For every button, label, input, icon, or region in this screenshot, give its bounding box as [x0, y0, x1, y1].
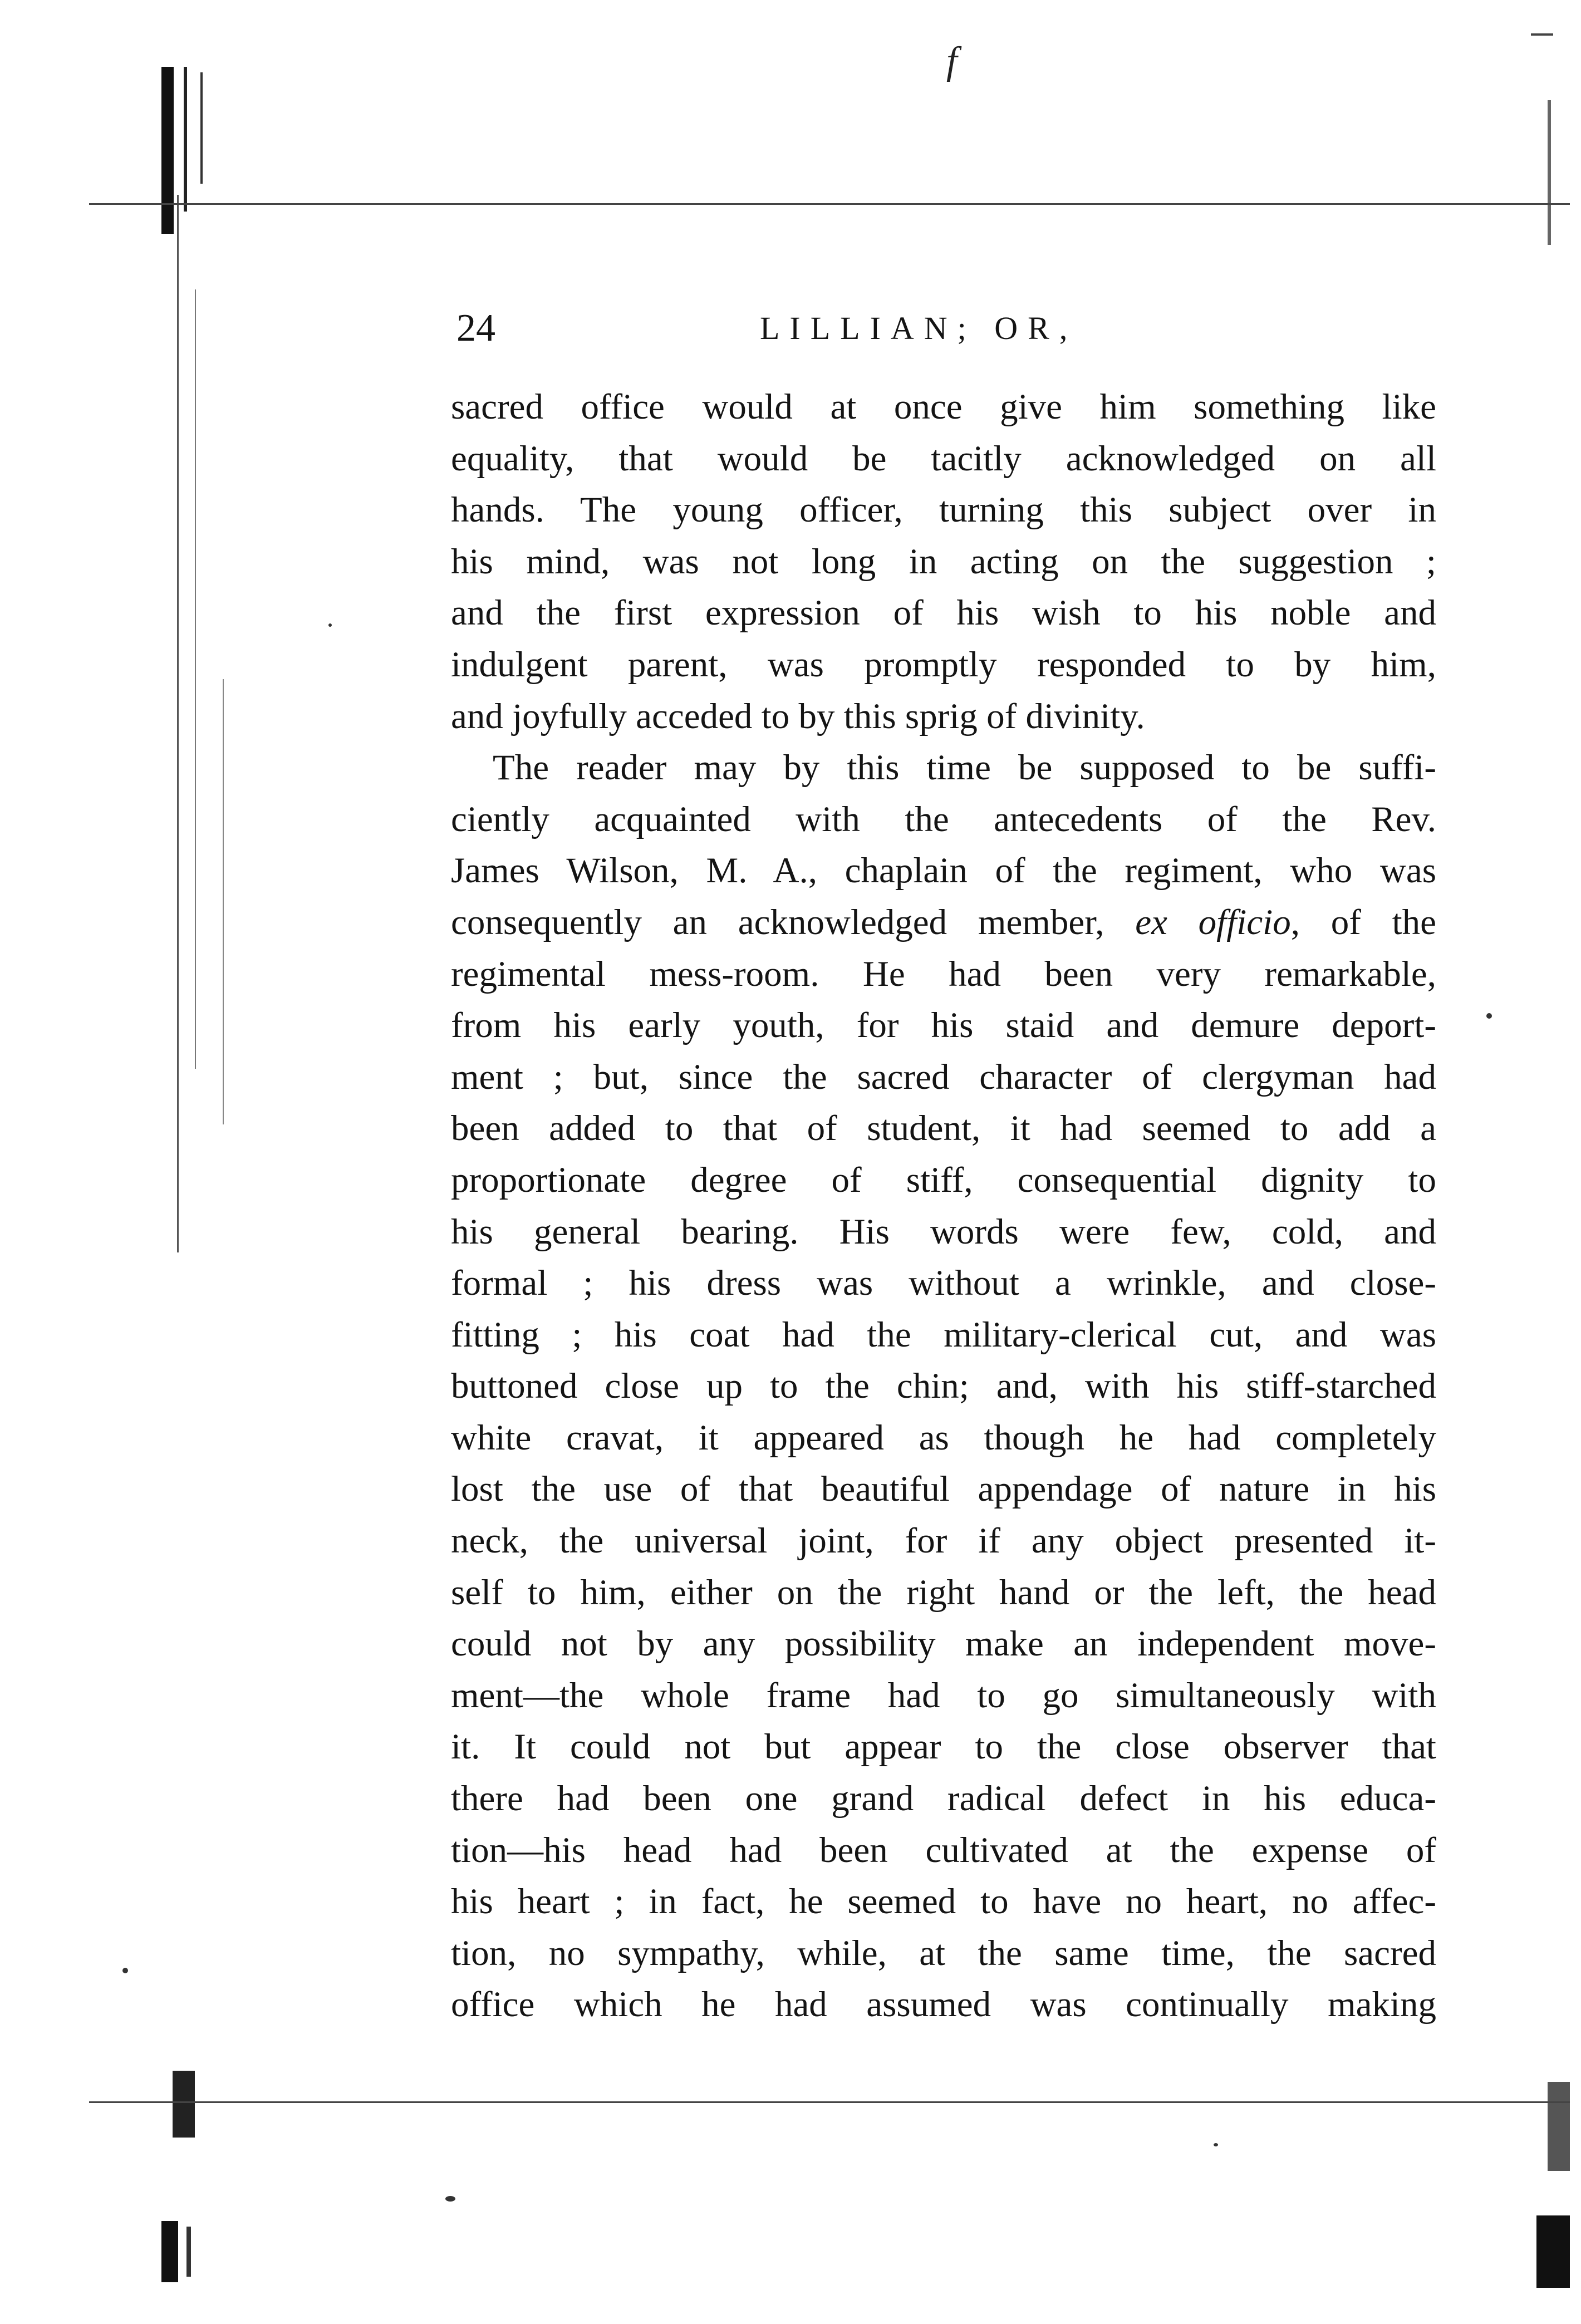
text-line: white cravat, it appeared as though he had completely — [451, 1417, 1436, 1458]
text-line: ciently acquainted with the antecedents of the Rev. — [451, 799, 1436, 839]
text-line: and the first expression of his wish to his noble and — [451, 593, 1436, 633]
ink-speck — [1214, 2143, 1218, 2146]
text-line: hands. The young officer, turning this subject over in — [451, 490, 1436, 530]
body-text — [451, 381, 1436, 2031]
text-line: regimental mess-room. He had been very remarkable, — [451, 954, 1436, 994]
text-line: buttoned close up to the chin; and, with his stiff-starched — [451, 1366, 1436, 1407]
binding-shadow-left — [161, 67, 251, 2288]
text-line: formal ; his dress was without a wrinkle, and close- — [451, 1263, 1436, 1304]
text-line: indulgent parent, was promptly responded to by him, — [451, 644, 1436, 685]
text-line: could not by any possibility make an independent move- — [451, 1624, 1436, 1664]
text-line: fitting ; his coat had the military-clerical cut, and was — [451, 1314, 1436, 1355]
page-number: 24 — [456, 307, 495, 350]
ink-speck — [445, 2196, 455, 2202]
text-line: it. It could not but appear to the close observer that — [451, 1727, 1436, 1767]
text-line: equality, that would be tacitly acknowledged on all — [451, 438, 1436, 479]
text-line: consequently an acknowledged member, ex officio, of the — [451, 902, 1436, 942]
text-line: lost the use of that beautiful appendage of nature in his — [451, 1469, 1436, 1510]
running-head — [456, 303, 1436, 353]
text-line: neck, the universal joint, for if any object presented it- — [451, 1521, 1436, 1561]
text-line: sacred office would at once give him something like — [451, 387, 1436, 427]
text-line: his general bearing. His words were few, cold, and — [451, 1211, 1436, 1252]
text-line: The reader may by this time be supposed to be suffi- — [493, 748, 1436, 788]
text-line: ment ; but, since the sacred character of clergyman had — [451, 1057, 1436, 1097]
text-line: office which he had assumed was continually making — [451, 1984, 1436, 2025]
text-line: there had been one grand radical defect in his educa- — [451, 1778, 1436, 1819]
text-line: tion—his head had been cultivated at the expense of — [451, 1830, 1436, 1870]
text-line: James Wilson, M. A., chaplain of the regiment, who was — [451, 851, 1436, 891]
text-line: self to him, either on the right hand or the left, the head — [451, 1572, 1436, 1613]
text-line: proportionate degree of stiff, consequential dignity to — [451, 1159, 1436, 1200]
text-line: and joyfully acceded to by this sprig of divinity. — [451, 696, 1145, 736]
top-rule — [89, 203, 1570, 205]
ink-speck — [122, 1968, 128, 1973]
ink-speck — [328, 623, 332, 627]
binding-shadow-right — [1514, 33, 1575, 2293]
text-line: been added to that of student, it had seemed to add a — [451, 1108, 1436, 1149]
running-title: LILLIAN; OR, — [760, 310, 1078, 346]
ink-speck — [1486, 1013, 1492, 1019]
text-line: tion, no sympathy, while, at the same time, the sacred — [451, 1933, 1436, 1973]
text-line: his mind, was not long in acting on the suggestion ; — [451, 541, 1436, 582]
italic-phrase: ex officio — [1135, 902, 1291, 942]
top-mark: f — [946, 40, 958, 82]
bottom-rule — [89, 2101, 1570, 2103]
text-line: his heart ; in fact, he seemed to have no heart, no affec- — [451, 1881, 1436, 1922]
text-line: ment—the whole frame had to go simultaneously with — [451, 1675, 1436, 1716]
text-line: from his early youth, for his staid and demure deport- — [451, 1005, 1436, 1046]
